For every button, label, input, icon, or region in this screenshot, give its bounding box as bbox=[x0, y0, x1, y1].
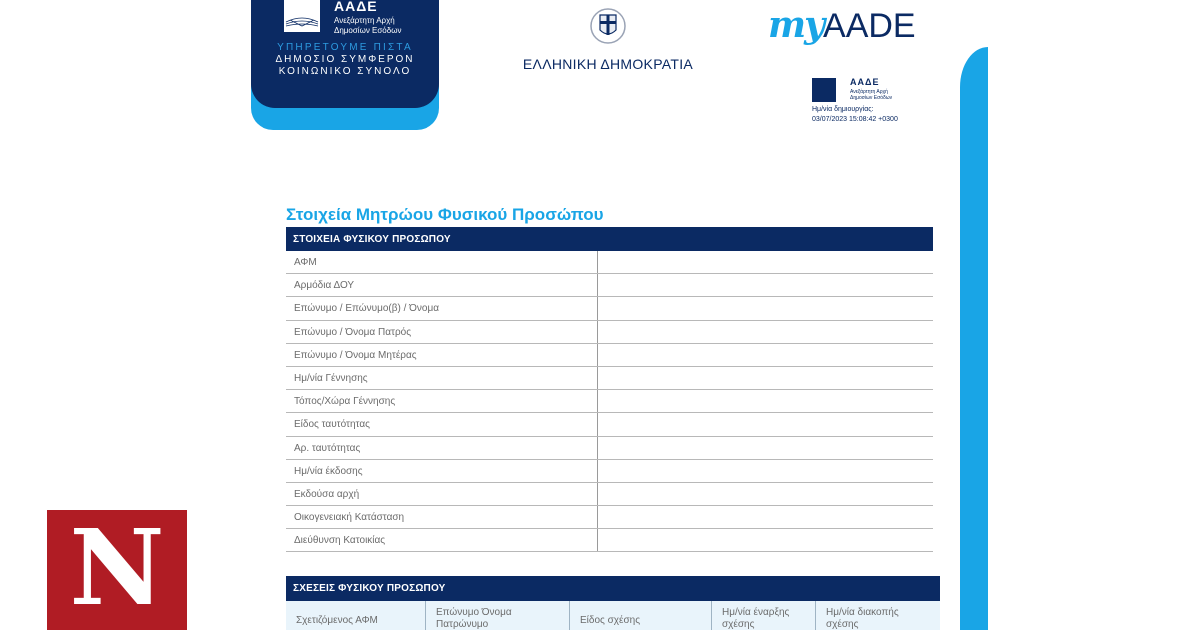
table-row bbox=[286, 321, 933, 344]
relations-header: ΣΧΕΣΕΙΣ ΦΥΣΙΚΟΥ ΠΡΟΣΩΠΟΥ bbox=[286, 576, 940, 601]
aade-subtitle-line-2: Δημοσίων Εσόδων bbox=[334, 26, 402, 35]
greek-coat-of-arms-icon bbox=[590, 6, 626, 46]
hellenic-republic-title: ΕΛΛΗΝΙΚΗ ΔΗΜΟΚΡΑΤΙΑ bbox=[522, 56, 694, 72]
table-row bbox=[286, 251, 933, 274]
row-label: Εκδούσα αρχή bbox=[294, 488, 360, 500]
row-label: Αρμόδια ΔΟΥ bbox=[294, 280, 355, 292]
table-row bbox=[286, 344, 933, 367]
row-label: Οικογενειακή Κατάσταση bbox=[294, 512, 405, 524]
table-row bbox=[286, 460, 933, 483]
row-value bbox=[597, 251, 933, 273]
creation-date-label: Ημ/νία δημιουργίας: bbox=[812, 106, 874, 113]
row-label: ΑΦΜ bbox=[294, 257, 317, 268]
aade-mini-subtitle: Ανεξάρτητη Αρχή Δημοσίων Εσόδων bbox=[850, 89, 893, 101]
myaade-suffix: AADE bbox=[823, 7, 916, 45]
creation-date-value: 03/07/2023 15:08:42 +0300 bbox=[812, 116, 898, 123]
aade-tagline-1: ΥΠΗΡΕΤΟΥΜΕ ΠΙΣΤΑ bbox=[277, 42, 413, 53]
aade-tagline-2: ΔΗΜΟΣΙΟ ΣΥΜΦΕΡΟΝ bbox=[275, 54, 415, 65]
publisher-logo bbox=[47, 506, 187, 630]
myaade-logo bbox=[768, 4, 916, 44]
column-header-relation-type: Είδος σχέσης bbox=[570, 601, 712, 630]
page-accent-bar bbox=[960, 47, 988, 630]
row-label: Τόπος/Χώρα Γέννησης bbox=[294, 396, 396, 408]
row-value bbox=[597, 413, 933, 435]
aade-tagline-3: ΚΟΙΝΩΝΙΚΟ ΣΥΝΟΛΟ bbox=[278, 66, 412, 77]
row-label: Διεύθυνση Κατοικίας bbox=[294, 535, 386, 547]
row-value bbox=[597, 367, 933, 389]
table-row bbox=[286, 390, 933, 413]
column-header-related-afm: Σχετιζόμενος ΑΦΜ bbox=[286, 601, 426, 630]
row-label: Αρ. ταυτότητας bbox=[294, 442, 361, 454]
aade-mini-brand: ΑΑΔΕ bbox=[850, 77, 880, 87]
row-value bbox=[597, 529, 933, 551]
table-row bbox=[286, 506, 933, 529]
column-header-start-date: Ημ/νία έναρξης σχέσης bbox=[712, 601, 816, 630]
row-label: Ημ/νία έκδοσης bbox=[294, 465, 363, 477]
table-row bbox=[286, 297, 933, 320]
relations-table bbox=[286, 576, 940, 630]
row-value bbox=[597, 437, 933, 459]
table-row bbox=[286, 529, 933, 552]
aade-brand: ΑΑΔΕ bbox=[334, 0, 378, 14]
row-value bbox=[597, 460, 933, 482]
personal-details-header: ΣΤΟΙΧΕΙΑ ΦΥΣΙΚΟΥ ΠΡΟΣΩΠΟΥ bbox=[286, 227, 933, 251]
table-row bbox=[286, 367, 933, 390]
row-label: Επώνυμο / Επώνυμο(β) / Όνομα bbox=[294, 303, 439, 315]
relations-column-headers bbox=[286, 601, 940, 630]
row-value bbox=[597, 274, 933, 296]
table-row bbox=[286, 483, 933, 506]
row-value bbox=[597, 483, 933, 505]
myaade-prefix: my bbox=[768, 4, 824, 46]
aade-mini-emblem-icon bbox=[812, 78, 836, 102]
row-label: Είδος ταυτότητας bbox=[294, 419, 370, 431]
table-row bbox=[286, 274, 933, 297]
row-value bbox=[597, 344, 933, 366]
publisher-logo-letter: N bbox=[69, 506, 165, 629]
personal-details-table bbox=[286, 227, 933, 552]
aade-brand-subtitle bbox=[334, 16, 434, 36]
document-title: Στοιχεία Μητρώου Φυσικού Προσώπου bbox=[286, 205, 604, 224]
table-row bbox=[286, 437, 933, 460]
row-label: Επώνυμο / Όνομα Πατρός bbox=[294, 326, 412, 338]
row-label: Επώνυμο / Όνομα Μητέρας bbox=[294, 349, 417, 361]
row-value bbox=[597, 321, 933, 343]
aade-logo bbox=[251, 0, 439, 130]
row-label: Ημ/νία Γέννησης bbox=[294, 372, 368, 384]
column-header-full-name: Επώνυμο Όνομα Πατρώνυμο bbox=[426, 601, 570, 630]
aade-emblem-icon bbox=[284, 0, 320, 32]
row-value bbox=[597, 506, 933, 528]
row-value bbox=[597, 297, 933, 319]
row-value bbox=[597, 390, 933, 412]
aade-subtitle-line-1: Ανεξάρτητη Αρχή bbox=[334, 16, 395, 25]
column-header-end-date: Ημ/νία διακοπής σχέσης bbox=[826, 607, 899, 630]
table-row bbox=[286, 413, 933, 436]
